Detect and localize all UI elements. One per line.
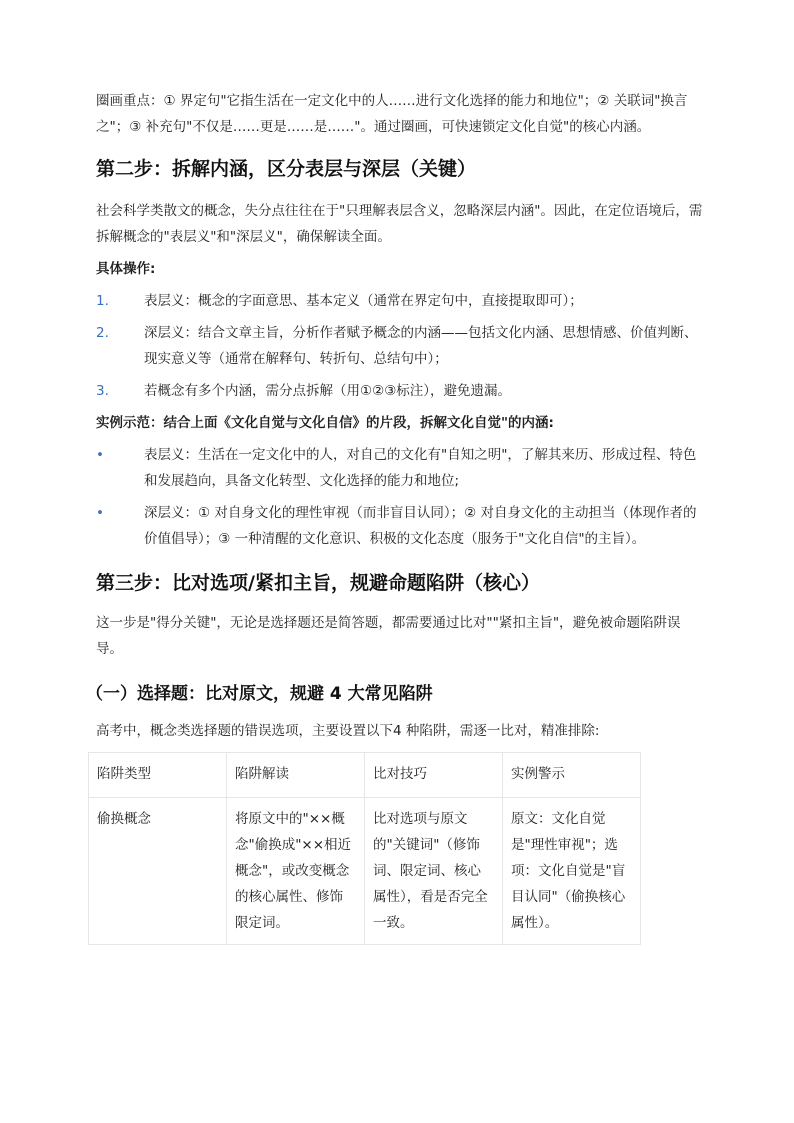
table-cell: 原文：文化自觉是"理性审视"；选项：文化自觉是"盲目认同"（偷换核心属性）。 xyxy=(503,798,641,945)
list-item-text: 表层义：生活在一定文化中的人，对自己的文化有"自知之明"，了解其来历、形成过程、特色和发展趋向，具备文化转型、文化选择的能力和地位; xyxy=(144,447,697,489)
trap-table xyxy=(88,752,641,945)
list-marker: 3. xyxy=(96,383,109,399)
list-marker: 2. xyxy=(96,325,109,341)
sub1-heading: （一）选择题：比对原文，规避 4 大常见陷阱 xyxy=(86,684,433,704)
table-cell: 将原文中的"××概念"偷换成"××相近概念"，或改变概念的核心属性、修饰限定词。 xyxy=(227,798,365,945)
example-label-text: 实例示范：结合上面《文化自觉与文化自信》的片段，拆解文化自觉"的内涵: xyxy=(96,415,554,431)
table-header-cell: 实例警示 xyxy=(503,753,641,798)
list-item xyxy=(96,442,706,494)
table-row xyxy=(89,798,641,945)
table-cell: 偷换概念 xyxy=(89,798,227,945)
intro-paragraph: 圈画重点：① 界定句"它指生活在一定文化中的人……进行文化选择的能力和地位"；② 关联词"换言之"；③ 补充句"不仅是……更是……是……"。通过圈画，可快速锁定文化自觉"的核心内涵。 xyxy=(96,93,688,135)
table-header-row xyxy=(89,753,641,798)
table-header-cell: 陷阱类型 xyxy=(89,753,227,798)
step3-heading: 第三步：比对选项/紧扣主旨，规避命题陷阱（核心） xyxy=(96,572,540,594)
list-item xyxy=(96,500,706,552)
table-intro: 高考中，概念类选择题的错误选项，主要设置以下4 种陷阱，需逐一比对，精准排除: xyxy=(96,723,600,739)
list-item-text: 深层义：① 对自身文化的理性审视（而非盲目认同）；② 对自身文化的主动担当（体现作者的价值倡导）；③ 一种清醒的文化意识、积极的文化态度（服务于"文化自信"的主旨）。 xyxy=(144,505,697,547)
step2-heading: 第二步：拆解内涵，区分表层与深层（关键） xyxy=(96,158,477,180)
bullet-icon: • xyxy=(96,505,104,521)
ops-label: 具体操作: xyxy=(96,261,156,277)
list-item-text: 深层义：结合文章主旨，分析作者赋予概念的内涵——包括文化内涵、思想情感、价值判断、现实意义等（通常在解释句、转折句、总结句中）； xyxy=(144,325,698,367)
table-cell: 比对选项与原文的"关键词"（修饰词、限定词、核心属性），看是否完全一致。 xyxy=(365,798,503,945)
list-item-text: 表层义：概念的字面意思、基本定义（通常在界定句中，直接提取即可）； xyxy=(144,293,583,309)
step3-paragraph: 这一步是"得分关键"，无论是选择题还是简答题，都需要通过比对""紧扣主旨"，避免被命题陷阱误导。 xyxy=(96,615,681,657)
table-header-cell: 比对技巧 xyxy=(365,753,503,798)
list-item xyxy=(96,288,706,314)
list-marker: 1. xyxy=(96,293,109,309)
bullet-icon: • xyxy=(96,447,104,463)
table-header-cell: 陷阱解读 xyxy=(227,753,365,798)
list-item xyxy=(96,378,706,404)
document-page xyxy=(86,88,706,945)
list-item xyxy=(96,320,706,372)
list-item-text: 若概念有多个内涵，需分点拆解（用①②③标注），避免遗漏。 xyxy=(144,383,512,399)
step2-paragraph: 社会科学类散文的概念，失分点往往在于"只理解表层含义，忽略深层内涵"。因此，在定位语境后，需拆解概念的"表层义"和"深层义"，确保解读全面。 xyxy=(96,203,703,245)
example-label xyxy=(96,410,706,436)
